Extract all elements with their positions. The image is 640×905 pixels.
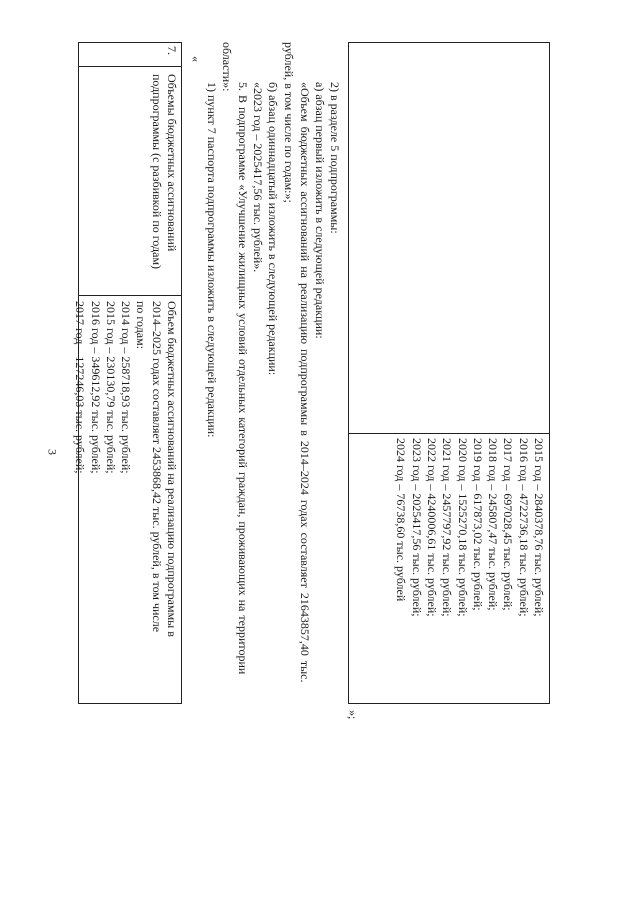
paragraph: «2023 год – 2025417,56 тыс. рублей». (251, 82, 265, 273)
table-row: 2016 год – 349612,92 тыс. рублей; (88, 301, 103, 474)
table-bottom (73, 42, 182, 704)
table-row: 2022 год – 4240006,61 тыс. рублей; (424, 438, 439, 617)
page-number: 3 (45, 449, 60, 455)
table-top (348, 42, 550, 704)
paragraph: а) абзац первый изложить в следующей редакции: (313, 82, 327, 339)
table-row: 2020 год – 1525270,18 тыс. рублей; (455, 438, 470, 617)
paragraph: области»: (220, 42, 234, 92)
table-row: 2015 год – 230130,79 тыс. рублей; (103, 301, 118, 474)
table-row: 2018 год – 245807,47 тыс. рублей; (486, 438, 501, 611)
paragraph: « (189, 56, 203, 62)
table-top-label-cell (349, 43, 549, 434)
table-row: 2023 год – 2025417,56 тыс. рублей; (409, 438, 424, 617)
table-row: 2021 год – 2457797,92 тыс. рублей; (440, 438, 455, 617)
rotated-content (73, 42, 550, 862)
table-bottom-label: Объемы бюджетных ассигнований подпрограммы (с разбивкой по годам) (79, 68, 181, 296)
table-row: 2017 год – 127246,03 тыс. рублей; (73, 301, 88, 474)
table-top-closing: »; (346, 710, 360, 720)
table-top-value-cell (349, 434, 549, 702)
table-bottom-content (73, 297, 181, 702)
paragraph: 1) пункт 7 паспорта подпрограммы изложить в следующей редакции: (205, 82, 219, 438)
table-row: 2024 год – 76738,60 тыс. рублей (394, 438, 409, 602)
table-row: 2017 год – 697028,45 тыс. рублей; (501, 438, 516, 611)
paragraph: «Объем бюджетных ассигнований на реализацию подпрограммы в 2014–2024 годах составляет 21643857,40 тыс. (298, 82, 312, 683)
table-row: 2016 год – 4722736,18 тыс. рублей; (516, 438, 531, 617)
table-row: 2019 год – 617873,02 тыс. рублей; (470, 438, 485, 611)
table-row: Объем бюджетных ассигнований на реализацию подпрограммы в (165, 301, 179, 637)
table-row: по годам: (134, 301, 149, 350)
table-bottom-number: 7. (79, 43, 181, 67)
paragraph: рублей, в том числе по годам:»; (282, 42, 296, 203)
table-row: 2014–2025 годах составляет 2453868,42 тыс. рублей, в том числе (149, 301, 164, 633)
paragraph: б) абзац одиннадцатый изложить в следующей редакции: (266, 82, 280, 376)
paragraph: 2) в разделе 5 подпрограммы: (328, 82, 342, 234)
table-row: 2015 год – 2840378,76 тыс. рублей; (532, 438, 546, 617)
table-row: 2014 год – 258718,93 тыс. рублей; (119, 301, 134, 474)
paragraph: 5. В подпрограмме «Улучшение жилищных условий отдельных категорий граждан, проживающих на территории (236, 82, 250, 675)
